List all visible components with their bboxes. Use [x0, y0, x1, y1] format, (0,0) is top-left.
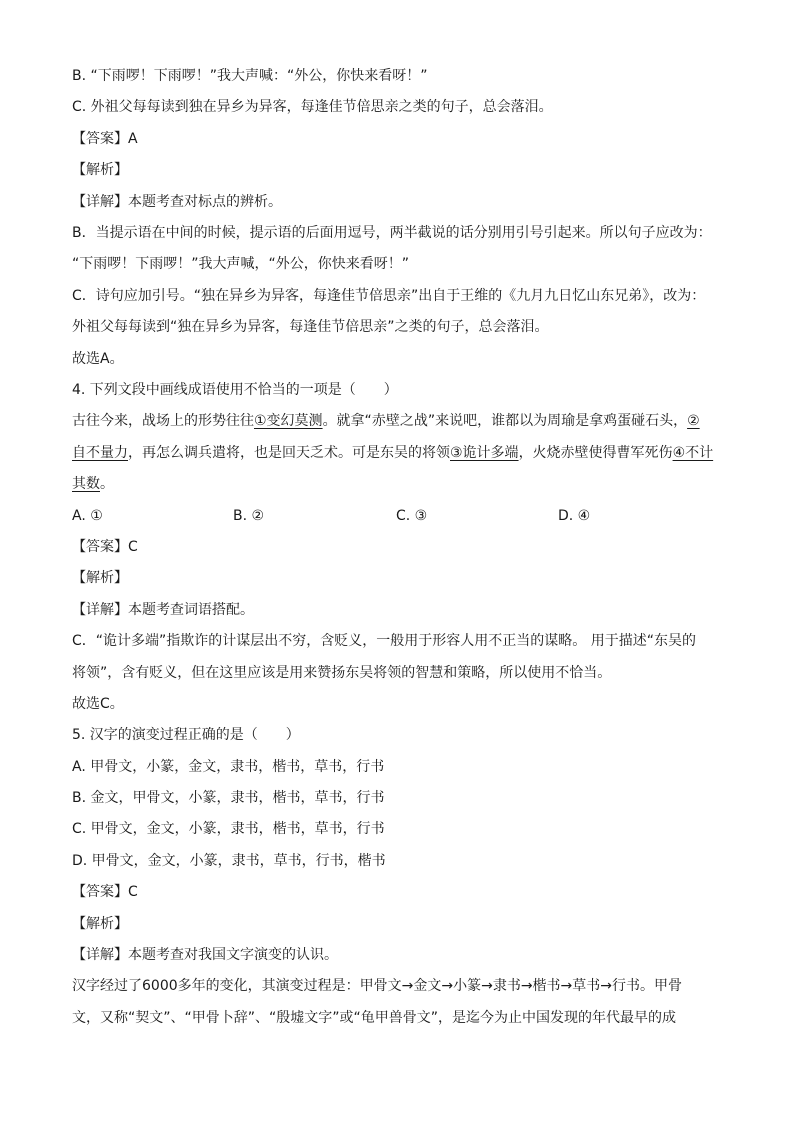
q3-explain-c-1: C．诗句应加引号。“独在异乡为异客，每逢佳节倍思亲”出自于王维的《九月九日忆山东兄弟》，改为： [72, 288, 706, 304]
q5-option-b: B. 金文，甲骨文，小篆，隶书，楷书，草书，行书 [72, 790, 385, 806]
q3-answer: 【答案】A [72, 131, 138, 147]
q4-text: ，再怎么调兵遣将，也是回天乏术。可是东吴的将领 [128, 445, 450, 461]
q3-option-b: B. “下雨啰！下雨啰！”我大声喊：“外公，你快来看呀！” [72, 68, 428, 84]
q4-underlined-phrase-1: ①变幻莫测 [254, 413, 323, 429]
q5-option-a: A. 甲骨文，小篆，金文，隶书，楷书，草书，行书 [72, 759, 385, 775]
q3-analysis-label: 【解析】 [72, 162, 128, 178]
q3-explain-c-2: 外祖父每每读到“独在异乡为异客，每逢佳节倍思亲”之类的句子，总会落泪。 [72, 319, 549, 335]
q5-analysis-label: 【解析】 [72, 916, 128, 932]
q5-stem: 5. 汉字的演变过程正确的是（ ） [72, 727, 300, 743]
q3-detail: 【详解】本题考查对标点的辨析。 [72, 194, 282, 210]
q4-passage-line-3 [72, 474, 114, 494]
q4-passage-line-1 [72, 411, 700, 431]
q4-explain-c-2: 将领”，含有贬义，但在这里应该是用来赞扬东吴将领的智慧和策略，所以使用不恰当。 [72, 665, 612, 681]
q5-explain-2: 文，又称“契文”、“甲骨卜辞”、“殷墟文字”或“龟甲兽骨文”，是迄今为止中国发现的年代最早的成 [72, 1010, 677, 1026]
q4-underlined-phrase-2-start: ② [687, 413, 700, 429]
q4-text: 古往今来，战场上的形势往往 [72, 413, 254, 429]
q4-underlined-phrase-3: ③诡计多端 [450, 445, 519, 461]
q3-choose: 故选A。 [72, 351, 124, 367]
q4-option-c: C. ③ [396, 508, 428, 524]
q4-passage-line-2 [72, 443, 713, 463]
q3-explain-b-1: B．当提示语在中间的时候，提示语的后面用逗号，两半截说的话分别用引号引起来。所以句子应改为： [72, 225, 712, 241]
q3-explain-b-2: “下雨啰！下雨啰！”我大声喊，“外公，你快来看呀！” [72, 256, 410, 272]
q4-underlined-phrase-4-start: ④不计 [672, 445, 714, 461]
q5-detail: 【详解】本题考查对我国文字演变的认识。 [72, 947, 338, 963]
q5-option-c: C. 甲骨文，金文，小篆，隶书，楷书，草书，行书 [72, 821, 385, 837]
q4-option-b: B. ② [233, 508, 265, 524]
q4-text: ，火烧赤壁使得曹军死伤 [518, 445, 673, 461]
q4-detail: 【详解】本题考查词语搭配。 [72, 602, 254, 618]
q4-answer: 【答案】C [72, 539, 138, 555]
q4-explain-c-1: C．“诡计多端”指欺诈的计谋层出不穷，含贬义，一般用于形容人用不正当的谋略。 用于描述“东吴的 [72, 633, 696, 649]
q5-answer: 【答案】C [72, 884, 138, 900]
q4-underlined-phrase-2: 自不量力 [72, 445, 128, 461]
q4-choose: 故选C。 [72, 696, 124, 712]
q4-option-a: A. ① [72, 508, 103, 524]
q4-stem: 4. 下列文段中画线成语使用不恰当的一项是（ ） [72, 382, 398, 398]
q3-option-c: C. 外祖父每每读到独在异乡为异客，每逢佳节倍思亲之类的句子，总会落泪。 [72, 99, 553, 115]
q5-option-d: D. 甲骨文，金文，小篆，隶书，草书，行书，楷书 [72, 853, 386, 869]
q4-analysis-label: 【解析】 [72, 570, 128, 586]
q5-explain-1: 汉字经过了6000多年的变化，其演变过程是：甲骨文→金文→小篆→隶书→楷书→草书→行书。甲骨 [72, 978, 683, 994]
q4-underlined-phrase-4: 其数 [72, 476, 100, 492]
q4-text: 。就拿“赤壁之战”来说吧，谁都以为周瑜是拿鸡蛋碰石头， [322, 413, 688, 429]
q4-option-d: D. ④ [558, 508, 591, 524]
q4-text: 。 [100, 476, 114, 492]
